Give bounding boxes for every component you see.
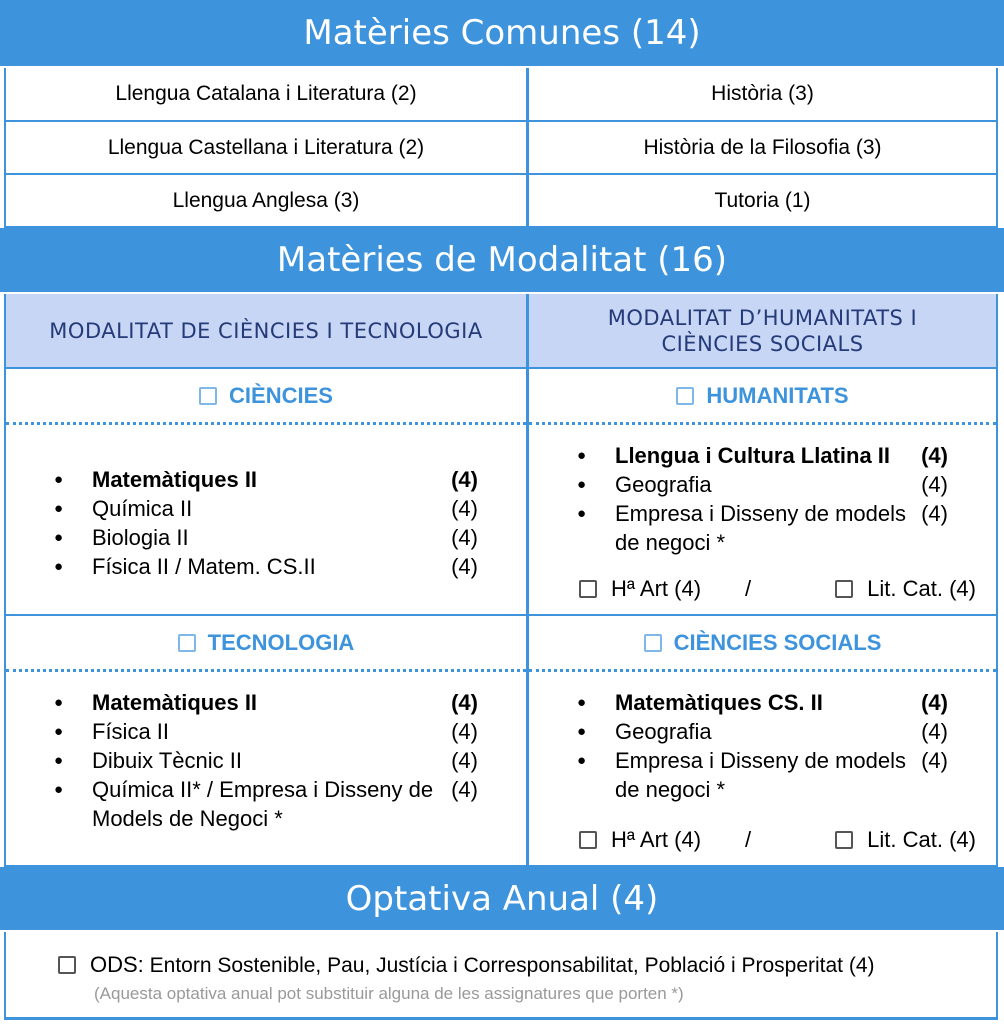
list-item [577,441,948,470]
subject-credits: (4) [451,554,478,579]
subject: Llengua Catalana i Literatura (2) [6,68,529,122]
list-item [577,470,948,499]
subject-credits: (4) [451,525,478,550]
subject: Tutoria (1) [529,175,996,228]
option-label: Hª Art (4) [611,576,702,601]
subject: Llengua Castellana i Literatura (2) [6,122,529,175]
subject: Llengua Anglesa (3) [6,175,529,228]
block-heading[interactable] [529,369,996,425]
option-label: Lit. Cat. (4) [867,827,976,852]
checkbox-icon[interactable] [644,634,662,652]
ods-option[interactable] [58,952,996,978]
list-item [577,746,948,804]
subject-name: ● Matemàtiques II [92,467,258,492]
elective-options [529,827,996,853]
subject-name: ● Empresa i Disseny de models de negoci * [615,748,907,802]
list-item [577,499,948,557]
elective-options [529,576,996,602]
block-heading[interactable] [6,616,526,672]
subject-list [529,441,996,557]
subject-name: ● Física II / Matem. CS.II [92,554,316,579]
common-title: Matèries Comunes (14) [0,0,1004,66]
list-item [54,746,478,775]
block-humanitats [529,369,996,616]
subject-name: ● Dibuix Tècnic II [92,748,242,773]
subject-credits: (4) [451,496,478,521]
block-ciències [6,369,529,616]
modalitat-title: Matèries de Modalitat (16) [0,228,1004,292]
subject: Història (3) [529,68,996,122]
subject-name: ● Física II [92,719,170,744]
subject-credits: (4) [921,748,948,773]
subject-name: ● Matemàtiques II [92,690,258,715]
subject-credits: (4) [451,690,478,715]
subject-name: ● Química II* / Empresa i Disseny de Models de Negoci * [92,777,434,831]
subject-name: ● Geografia [615,472,712,497]
subject-credits: (4) [451,467,478,492]
option-art[interactable] [579,827,701,853]
option-label: Lit. Cat. (4) [867,576,976,601]
block-ciències-socials [529,616,996,867]
subject-name: ● Llengua i Cultura Llatina II [615,443,891,468]
option-lit-cat[interactable] [835,576,976,602]
subject: Història de la Filosofia (3) [529,122,996,175]
option-label: Hª Art (4) [611,827,702,852]
subject-credits: (4) [921,472,948,497]
optativa-note: (Aquesta optativa anual pot substituir alguna de les assignatures que porten *) [94,984,684,1003]
checkbox-icon[interactable] [835,580,853,598]
subject-list [6,688,526,833]
subject-credits: (4) [451,748,478,773]
subject-credits: (4) [921,719,948,744]
subject-credits: (4) [451,719,478,744]
ods-label: Entorn Sostenible, Pau, Justícia i Corresponsabilitat, Població i Prosperitat (4) [149,954,875,977]
ods-prefix: ODS: [90,952,144,977]
list-item [54,717,478,746]
subject-name: ● Empresa i Disseny de models de negoci * [615,501,907,555]
subject-name: ● Biologia II [92,525,189,550]
list-item [577,688,948,717]
list-item [54,494,478,523]
block-heading[interactable] [529,616,996,672]
block-title: TECNOLOGIA [207,629,355,655]
subject-list [6,465,526,581]
checkbox-icon[interactable] [835,831,853,849]
subject-credits: (4) [921,501,948,526]
separator: / [745,827,752,852]
list-item [54,775,478,833]
block-heading[interactable] [6,369,526,425]
checkbox-icon[interactable] [58,956,76,974]
block-tecnologia [6,616,529,867]
left-modality-header: MODALITAT DE CIÈNCIES I TECNOLOGIA [6,294,529,369]
option-art[interactable] [579,576,701,602]
optativa-title: Optativa Anual (4) [0,867,1004,930]
right-modality-header: MODALITAT D’HUMANITATS I CIÈNCIES SOCIALS [529,294,996,369]
block-title: CIÈNCIES SOCIALS [673,629,882,655]
checkbox-icon[interactable] [676,387,694,405]
list-item [54,465,478,494]
subject-credits: (4) [921,690,948,715]
checkbox-icon[interactable] [579,580,597,598]
separator: / [745,576,752,601]
subject-name: ● Química II [92,496,193,521]
subject-list [529,688,996,804]
subject-credits: (4) [921,443,948,468]
checkbox-icon[interactable] [178,634,196,652]
checkbox-icon[interactable] [199,387,217,405]
subject-credits: (4) [451,777,478,802]
block-title: HUMANITATS [706,382,849,408]
subject-name: ● Geografia [615,719,712,744]
list-item [54,688,478,717]
block-title: CIÈNCIES [229,382,333,408]
option-lit-cat[interactable] [835,827,976,853]
subject-name: ● Matemàtiques CS. II [615,690,823,715]
list-item [577,717,948,746]
list-item [54,523,478,552]
list-item [54,552,478,581]
checkbox-icon[interactable] [579,831,597,849]
